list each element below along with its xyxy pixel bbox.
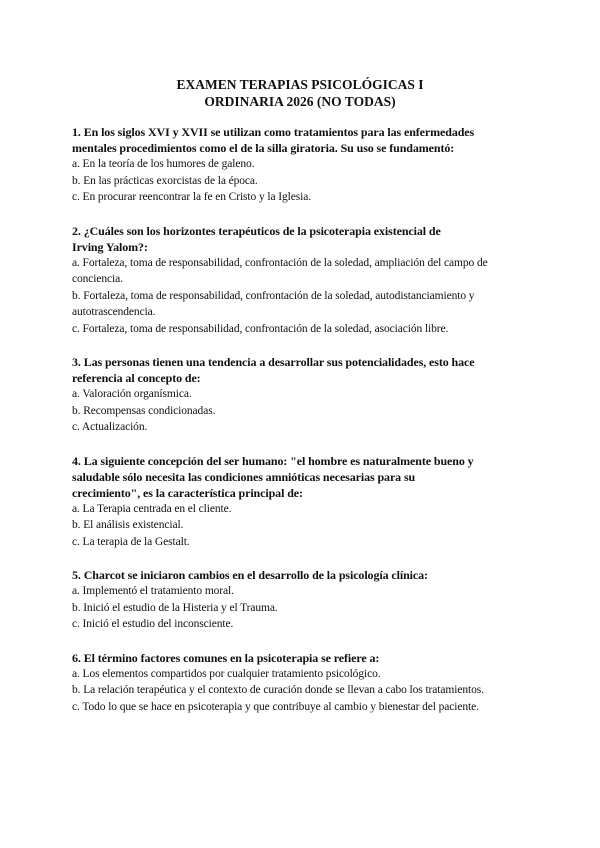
- question-text: [72, 223, 542, 255]
- answer-option-line: c. Actualización.: [72, 421, 148, 433]
- answer-option-line: c. La terapia de la Gestalt.: [72, 535, 190, 548]
- question-text-line: referencia al concepto de:: [72, 371, 201, 385]
- question-text: [72, 453, 542, 501]
- question-text: [72, 650, 542, 666]
- question-text-line: Irving Yalom?:: [72, 239, 148, 254]
- answer-option-c: [72, 189, 542, 206]
- document-title: EXAMEN TERAPIAS PSICOLÓGICAS I: [176, 77, 424, 92]
- question-6: [72, 650, 542, 716]
- question-text: [72, 124, 542, 156]
- question-text-line: 3. Las personas tienen una tendencia a desarrollar sus potencialidades, esto hace: [72, 355, 475, 369]
- answer-option-b: [72, 403, 542, 420]
- answer-option-line: a. Implementó el tratamiento moral.: [72, 585, 234, 597]
- question-text-line: 6. El término factores comunes en la psicoterapia se refiere a:: [72, 650, 380, 665]
- answer-option-line: a. Los elementos compartidos por cualquier tratamiento psicológico.: [72, 667, 381, 680]
- answer-option-line: b. El análisis existencial.: [72, 519, 184, 531]
- answer-option-a: [72, 156, 542, 173]
- question-list: [72, 124, 542, 732]
- question-5: [72, 567, 542, 633]
- answer-option-line: a. En la teoría de los humores de galeno.: [72, 158, 255, 170]
- question-text-line: saludable sólo necesita las condiciones amnióticas necesarias para su: [72, 469, 416, 484]
- question-text-line: crecimiento", es la característica principal de:: [72, 485, 303, 500]
- answer-option-line: c. Todo lo que se hace en psicoterapia y que contribuye al cambio y bienestar del paciente.: [72, 700, 479, 713]
- answer-option-line: b. En las prácticas exorcistas de la época.: [72, 174, 258, 187]
- answer-option-b: [72, 288, 542, 321]
- answer-option-c: [72, 616, 542, 633]
- answer-option-c: [72, 321, 542, 338]
- question-3: [72, 354, 542, 436]
- answer-option-b: [72, 600, 542, 617]
- question-text-line: 4. La siguiente concepción del ser humano: "el hombre es naturalmente bueno y: [72, 453, 474, 468]
- answer-option-a: [72, 501, 542, 518]
- answer-option-a: [72, 255, 542, 288]
- answer-option-line: b. La relación terapéutica y el contexto de curación donde se llevan a cabo los tratamientos.: [72, 684, 484, 696]
- answer-option-line: a. La Terapia centrada en el cliente.: [72, 502, 232, 515]
- answer-option-c: [72, 419, 542, 436]
- question-1: [72, 124, 542, 206]
- question-4: [72, 453, 542, 551]
- question-text-line: 2. ¿Cuáles son los horizontes terapéuticos de la psicoterapia existencial de: [72, 223, 441, 238]
- answer-option-line: autotrascendencia.: [72, 306, 156, 318]
- answer-option-b: [72, 173, 542, 190]
- answer-option-line: a. Valoración organísmica.: [72, 388, 192, 400]
- answer-option-line: c. Inició el estudio del inconsciente.: [72, 618, 234, 630]
- answer-option-line: c. Fortaleza, toma de responsabilidad, confrontación de la soledad, asociación libre.: [72, 322, 449, 335]
- answer-option-a: [72, 583, 542, 600]
- question-text: [72, 354, 542, 386]
- answer-option-line: b. Inició el estudio de la Histeria y el Trauma.: [72, 601, 278, 614]
- document-subtitle: ORDINARIA 2026 (NO TODAS): [204, 94, 396, 109]
- answer-option-line: b. Fortaleza, toma de responsabilidad, confrontación de la soledad, autodistanciamiento y: [72, 289, 475, 302]
- answer-option-b: [72, 682, 542, 699]
- question-text-line: 1. En los siglos XVI y XVII se utilizan como tratamientos para las enfermedades: [72, 125, 475, 139]
- answer-option-c: [72, 534, 542, 551]
- question-2: [72, 223, 542, 338]
- answer-option-a: [72, 666, 542, 683]
- question-text-line: 5. Charcot se iniciaron cambios en el desarrollo de la psicología clínica:: [72, 568, 428, 582]
- question-text: [72, 567, 542, 583]
- answer-option-b: [72, 517, 542, 534]
- answer-option-a: [72, 386, 542, 403]
- answer-option-line: b. Recompensas condicionadas.: [72, 404, 216, 417]
- answer-option-line: a. Fortaleza, toma de responsabilidad, confrontación de la soledad, ampliación del campo de: [72, 256, 488, 269]
- answer-option-line: c. En procurar reencontrar la fe en Cristo y la Iglesia.: [72, 191, 311, 203]
- answer-option-line: conciencia.: [72, 273, 123, 285]
- answer-option-c: [72, 699, 542, 716]
- question-text-line: mentales procedimientos como el de la silla giratoria. Su uso se fundamentó:: [72, 141, 455, 155]
